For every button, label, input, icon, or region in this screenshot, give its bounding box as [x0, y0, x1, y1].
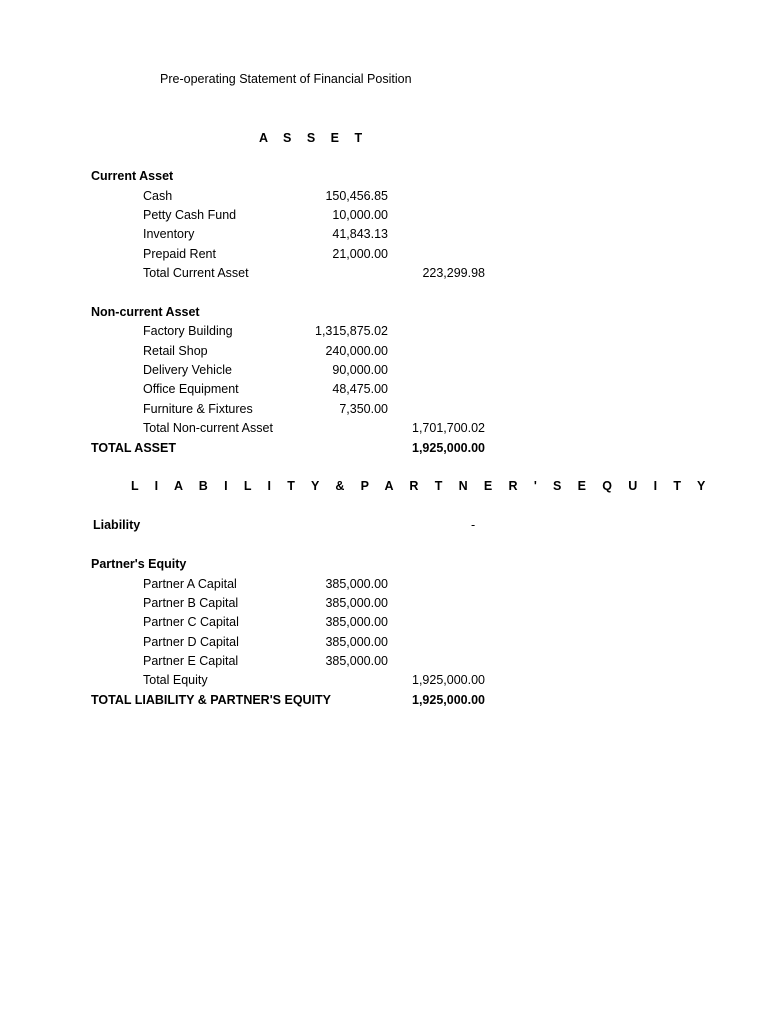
line-item-amount: 385,000.00	[325, 654, 388, 668]
line-item-label: Office Equipment	[143, 382, 239, 396]
line-item-label: Furniture & Fixtures	[143, 402, 253, 416]
page-title: Pre-operating Statement of Financial Position	[160, 72, 412, 86]
line-item-amount: 385,000.00	[325, 615, 388, 629]
line-item-amount: 150,456.85	[325, 189, 388, 203]
line-item-label: Factory Building	[143, 324, 233, 338]
line-item-label: Cash	[143, 189, 173, 203]
line-item-amount: 385,000.00	[325, 577, 388, 591]
line-item-label: Petty Cash Fund	[143, 208, 237, 222]
partners-equity-heading: Partner's Equity	[91, 557, 187, 571]
line-item-amount: 385,000.00	[325, 596, 388, 610]
total-current-asset-label: Total Current Asset	[143, 266, 249, 280]
total-asset-amount: 1,925,000.00	[412, 441, 485, 455]
line-item-label: Inventory	[143, 227, 195, 241]
line-item-amount: 90,000.00	[332, 363, 388, 377]
line-item-amount: 240,000.00	[325, 344, 388, 358]
line-item-amount: 1,315,875.02	[315, 324, 388, 338]
total-noncurrent-asset-label: Total Non-current Asset	[143, 421, 273, 435]
total-equity-amount: 1,925,000.00	[412, 673, 485, 687]
total-noncurrent-asset-amount: 1,701,700.02	[412, 421, 485, 435]
line-item-amount: 385,000.00	[325, 635, 388, 649]
liability-amount: -	[471, 518, 476, 532]
line-item-label: Retail Shop	[143, 344, 208, 358]
line-item-label: Prepaid Rent	[143, 247, 216, 261]
line-item-amount: 21,000.00	[332, 247, 388, 261]
line-item-amount: 7,350.00	[339, 402, 388, 416]
liability-equity-section-header: L I A B I L I T Y & P A R T N E R ' S E Q U I T Y	[131, 479, 712, 493]
total-current-asset-amount: 223,299.98	[422, 266, 485, 280]
total-asset-label: TOTAL ASSET	[91, 441, 176, 455]
asset-section-header: A S S E T	[259, 131, 369, 145]
line-item-label: Partner A Capital	[143, 577, 237, 591]
liability-heading: Liability	[93, 518, 141, 532]
total-equity-label: Total Equity	[143, 673, 208, 687]
line-item-amount: 48,475.00	[332, 382, 388, 396]
noncurrent-asset-heading: Non-current Asset	[91, 305, 200, 319]
line-item-label: Partner E Capital	[143, 654, 239, 668]
total-liability-equity-amount: 1,925,000.00	[412, 693, 485, 707]
line-item-label: Partner C Capital	[143, 615, 239, 629]
current-asset-heading: Current Asset	[91, 169, 174, 183]
line-item-label: Partner B Capital	[143, 596, 239, 610]
line-item-amount: 10,000.00	[332, 208, 388, 222]
line-item-label: Delivery Vehicle	[143, 363, 232, 377]
line-item-amount: 41,843.13	[332, 227, 388, 241]
line-item-label: Partner D Capital	[143, 635, 239, 649]
total-liability-equity-label: TOTAL LIABILITY & PARTNER'S EQUITY	[91, 693, 332, 707]
